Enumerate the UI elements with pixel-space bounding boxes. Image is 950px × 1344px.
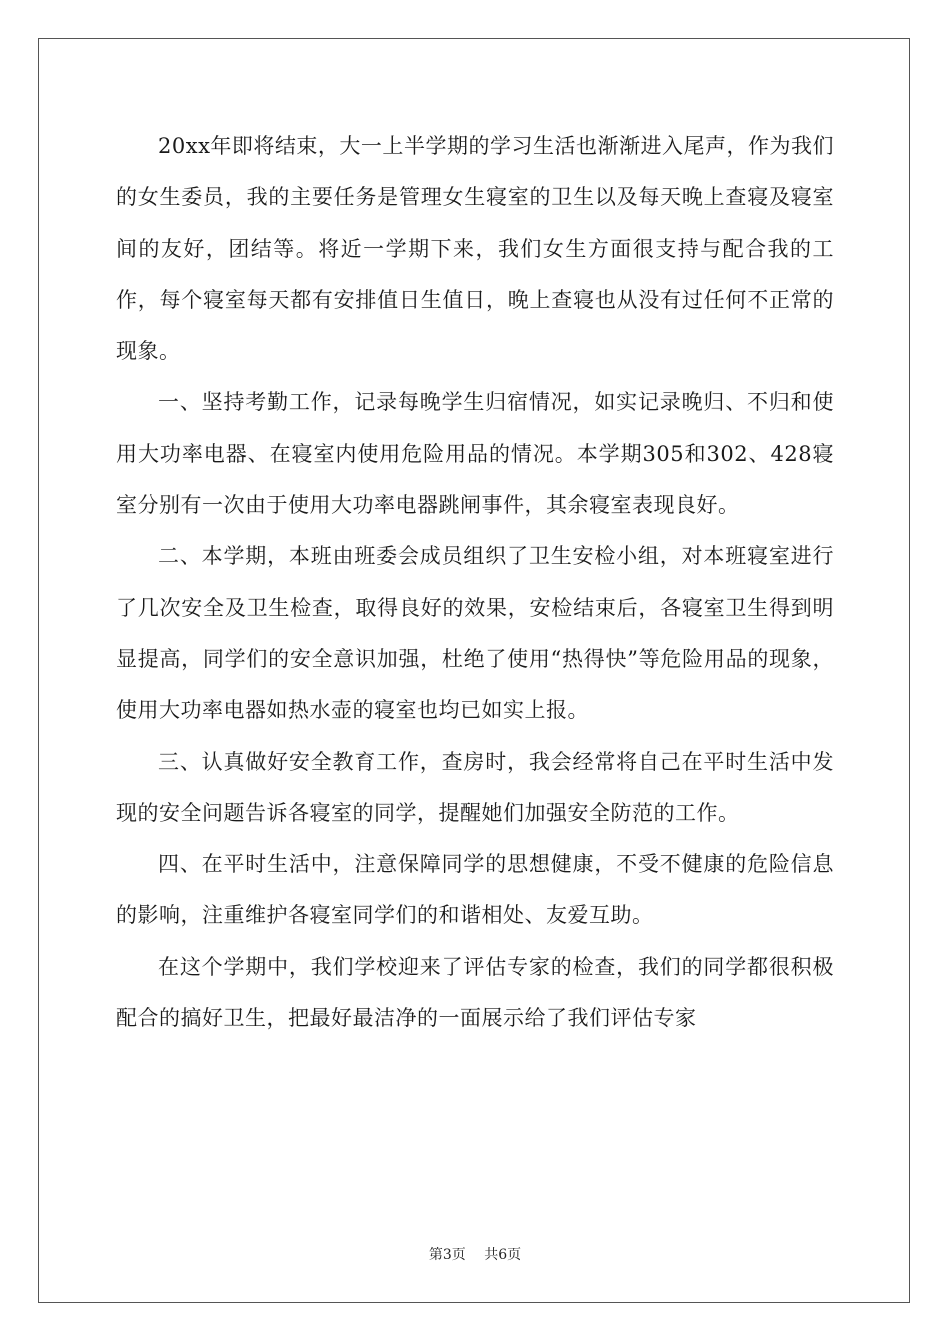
page-footer [0,1244,950,1264]
total-page-count: 共6页 [484,1247,522,1263]
paragraph-item-4: 四、在平时生活中，注意保障同学的思想健康，不受不健康的危险信息的影响，注重维护各寝室同学们的和谐相处、友爱互助。 [116,852,834,928]
paragraph-item-1: 一、坚持考勤工作，记录每晚学生归宿情况，如实记录晚归、不归和使用大功率电器、在寝室内使用危险用品的情况。本学期305和302、428寝室分别有一次由于使用大功率电器跳闸事件，其余寝室表现良好。 [116,390,834,518]
paragraph-intro: 20xx年即将结束，大一上半学期的学习生活也渐渐进入尾声，作为我们的女生委员，我的主要任务是管理女生寝室的卫生以及每天晚上查寝及寝室间的友好，团结等。将近一学期下来，我们女生方面很支持与配合我的工作，每个寝室每天都有安排值日生值日，晚上查寝也从没有过任何不正常的现象。 [116,134,834,364]
paragraph-item-2: 二、本学期，本班由班委会成员组织了卫生安检小组，对本班寝室进行了几次安全及卫生检查，取得良好的效果，安检结束后，各寝室卫生得到明显提高，同学们的安全意识加强，杜绝了使用“热得快”等危险用品的现象，使用大功率电器如热水壶的寝室也均已如实上报。 [116,544,834,723]
paragraph-closing: 在这个学期中，我们学校迎来了评估专家的检查，我们的同学都很积极配合的搞好卫生，把最好最洁净的一面展示给了我们评估专家 [116,954,834,1031]
current-page-number: 第3页 [428,1247,466,1263]
document-body [116,121,834,1044]
paragraph-item-3: 三、认真做好安全教育工作，查房时，我会经常将自己在平时生活中发现的安全问题告诉各寝室的同学，提醒她们加强安全防范的工作。 [116,749,834,825]
